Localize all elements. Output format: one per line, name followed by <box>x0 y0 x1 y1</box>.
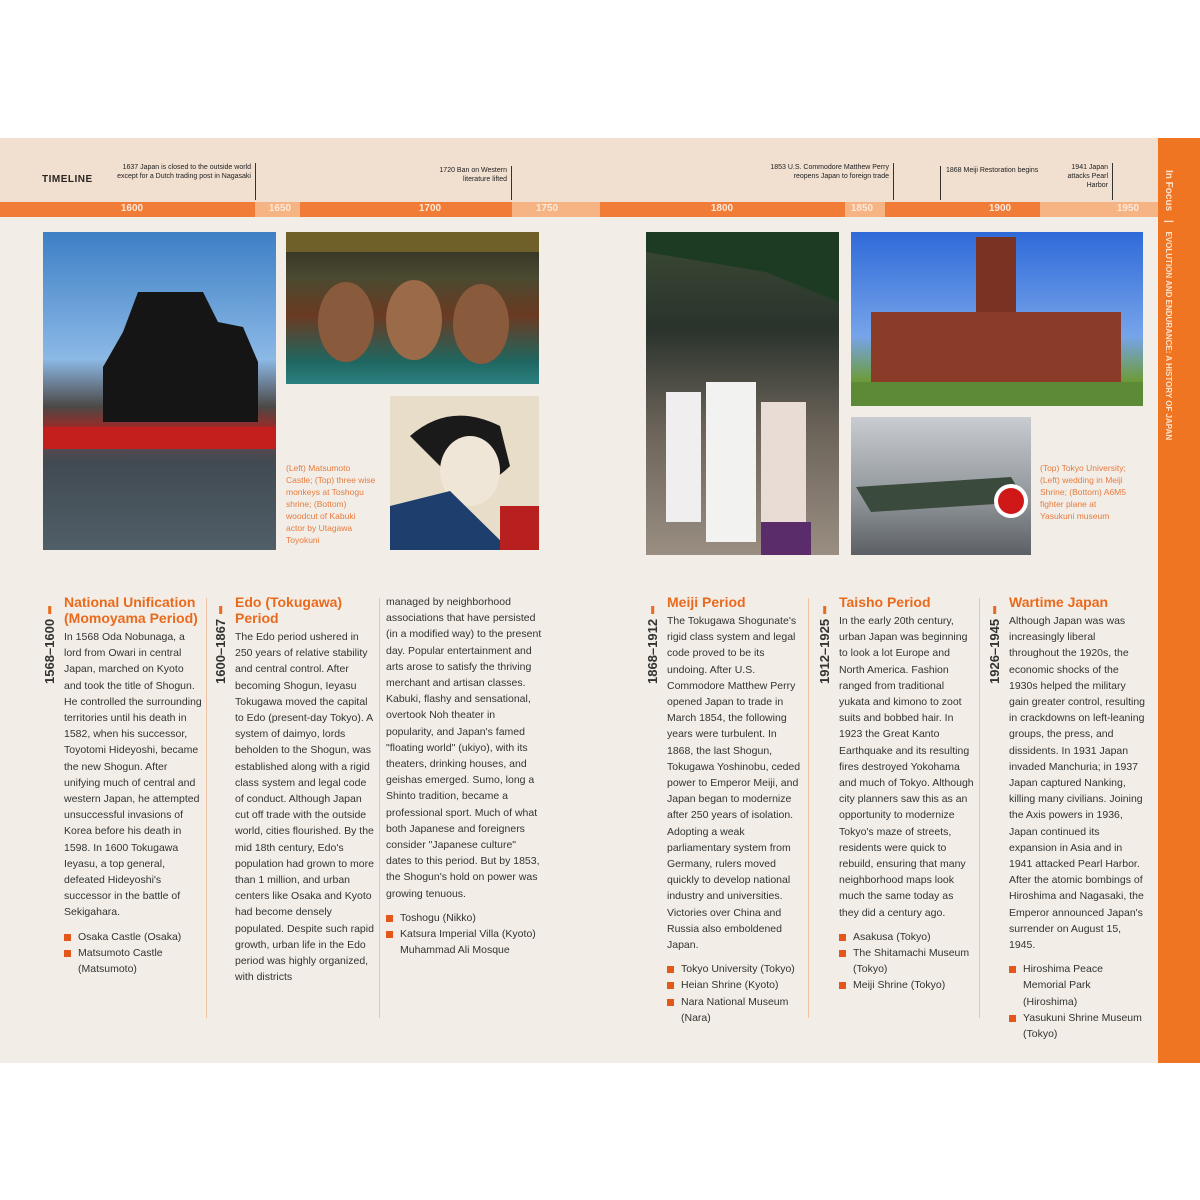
section-wartime-japan <box>987 594 1147 1042</box>
photo-three-wise-monkeys <box>286 232 539 384</box>
sight-item: Nara National Museum (Nara) <box>667 994 803 1026</box>
photo-kabuki-woodcut <box>390 396 539 550</box>
section-taisho-period <box>817 594 975 994</box>
section-national-unification <box>42 594 202 977</box>
sight-item: Osaka Castle (Osaka) <box>64 929 202 945</box>
section-body: In the early 20th century, urban Japan was beginning to look a lot Europe and North America. Fashion ranged from traditional yukata and kimono to zoot suits and bobbed hair. In 1923 the Great Kanto Earthquake and its resulting fires destroyed Yokohama and much of Tokyo. Although city planners saw this as an opportunity to modernize Tokyo's maze of streets, residents were quick to rebuild, ensuring that many neighborhood maps look much the same today as they did a century ago. <box>839 615 974 919</box>
period-dates: 1568–1600 <box>42 594 58 684</box>
timeline-event: 1853 U.S. Commodore Matthew Perry reopens Japan to foreign trade <box>763 163 894 200</box>
section-body: managed by neighborhood associations that have persisted (in a modified way) to the present day. Popular entertainment and arts arose to satisfy the thriving merchant and artisan classes. Kabuki, flashy and sensational, overtook Noh theater in popularity, and Japan's famed "floating world" (ukiyo), with its theaters, drinking houses, and geishas emerged. Sumo, long a Shinto tradition, became a professional sport. Much of what both Japanese and foreigners consider "Japanese culture" dates to this period. But by 1853, the Shogun's hold on power was growing tenuous. <box>386 596 542 900</box>
timeline-event: 1868 Meiji Restoration begins <box>940 166 1040 200</box>
side-tab-section: In Focus <box>1163 170 1174 212</box>
sight-item: Katsura Imperial Villa (Kyoto) Muhammad Ali Mosque <box>386 926 544 958</box>
photo-fighter-plane <box>851 417 1031 555</box>
photo-caption: (Left) Matsumoto Castle; (Top) three wise monkeys at Toshogu shrine; (Bottom) woodcut of Kabuki actor by Utagawa Toyokuni <box>286 463 376 545</box>
timeline-year: 1700 <box>418 203 442 214</box>
period-dates: 1926–1945 <box>987 594 1003 684</box>
section-edo-period-continued <box>386 594 544 958</box>
section-title: Edo (Tokugawa) Period <box>235 594 343 626</box>
section-title: Wartime Japan <box>1009 594 1109 610</box>
section-body: The Edo period ushered in 250 years of relative stability and central control. After becoming Shogun, Ieyasu Tokugawa moved the capital to Edo (present-day Tokyo). A system of daimyo, lords beholden to the Shogun, was established along with a rigid class system and legal code of conduct. Although Japan cut off trade with the outside world, cities flourished. By the mid 18th century, Edo's population had grown to more than 1 million, and urban centers like Osaka and Kyoto had become densely populated. Despite such rapid growth, urban life in the Edo period was highly organized, with districts <box>235 631 374 984</box>
photo-matsumoto-castle <box>43 232 276 550</box>
section-title: National Unification (Momoyama Period) <box>64 594 198 626</box>
sight-item: Hiroshima Peace Memorial Park (Hiroshima) <box>1009 961 1147 1010</box>
sight-item: Matsumoto Castle (Matsumoto) <box>64 945 202 977</box>
sight-item: Asakusa (Tokyo) <box>839 929 975 945</box>
sight-item: Tokyo University (Tokyo) <box>667 961 803 977</box>
section-body: In 1568 Oda Nobunaga, a lord from Owari in central Japan, marched on Kyoto and took the title of Shogun. He controlled the surrounding territories until his death in 1582, when his successor, Toyotomi Hideyoshi, became the new Shogun. After unifying much of central and western Japan, he attempted unsuccessful invasions of Korea before his death in 1598. In 1600 Tokugawa Ieyasu, a top general, defeated Hideyoshi's successor in the battle of Sekigahara. <box>64 631 202 919</box>
section-meiji-period <box>645 594 803 1026</box>
timeline-label: TIMELINE <box>42 174 93 185</box>
section-body: Although Japan was was increasingly liberal throughout the 1920s, the economic shocks of the 1930s helped the military gain greater control, resulting in crackdowns on left-leaning groups, the press, and dissidents. In 1931 Japan invaded Manchuria; in 1937 Japan captured Nanking, killing many civilians. Joining the Axis powers in 1936, Japan continued its expansion in Asia and in 1941 attacked Pearl Harbor. After the atomic bombings of Hiroshima and Nagasaki, the Emperor announced Japan's surrender on August 15, 1945. <box>1009 615 1145 952</box>
side-tab-text <box>1163 170 1174 440</box>
sight-item: The Shitamachi Museum (Tokyo) <box>839 945 975 977</box>
column-divider <box>808 598 809 1018</box>
timeline-event: 1941 Japan attacks Pearl Harbor <box>1050 163 1113 200</box>
section-title: Taisho Period <box>839 594 931 610</box>
section-title: Meiji Period <box>667 594 746 610</box>
sight-item: Toshogu (Nikko) <box>386 910 544 926</box>
photo-meiji-shrine-wedding <box>646 232 839 555</box>
column-divider <box>206 598 207 1018</box>
timeline-year: 1800 <box>710 203 734 214</box>
timeline-event: 1720 Ban on Western literature lifted <box>412 166 512 200</box>
side-tab-separator: | <box>1163 219 1174 223</box>
sight-item: Meiji Shrine (Tokyo) <box>839 977 975 993</box>
timeline-year: 1750 <box>535 203 559 214</box>
photo-tokyo-university <box>851 232 1143 406</box>
section-body: The Tokugawa Shogunate's rigid class system and legal code proved to be its undoing. After U.S. Commodore Matthew Perry opened Japan to trade in March 1854, the following years were turbulent. In 1868, the last Shogun, Tokugawa Yoshinobu, ceded power to Emperor Meiji, and Japan began to modernize after 250 years of isolation. Adopting a weak parliamentary system from Germany, rulers moved quickly to develop national industry and universities. Victories over China and Russia also emboldened Japan. <box>667 615 801 952</box>
side-tab-title: EVOLUTION AND ENDURANCE: A HISTORY OF JAPAN <box>1164 231 1173 441</box>
section-edo-period <box>213 594 375 985</box>
period-dates: 1912–1925 <box>817 594 833 684</box>
timeline-year: 1850 <box>850 203 874 214</box>
column-divider <box>979 598 980 1018</box>
timeline-year: 1600 <box>120 203 144 214</box>
period-dates: 1600–1867 <box>213 594 229 684</box>
sight-item: Yasukuni Shrine Museum (Tokyo) <box>1009 1010 1147 1042</box>
sight-item: Heian Shrine (Kyoto) <box>667 977 803 993</box>
timeline-year: 1900 <box>988 203 1012 214</box>
photo-caption: (Top) Tokyo University; (Left) wedding in Meiji Shrine; (Bottom) A6M5 fighter plane at Yasukuni museum <box>1040 463 1126 521</box>
timeline-year: 1650 <box>268 203 292 214</box>
period-dates: 1868–1912 <box>645 594 661 684</box>
column-divider <box>379 598 380 1018</box>
timeline-year: 1950 <box>1116 203 1140 214</box>
timeline-event: 1637 Japan is closed to the outside world except for a Dutch trading post in Nagasaki <box>110 163 256 200</box>
